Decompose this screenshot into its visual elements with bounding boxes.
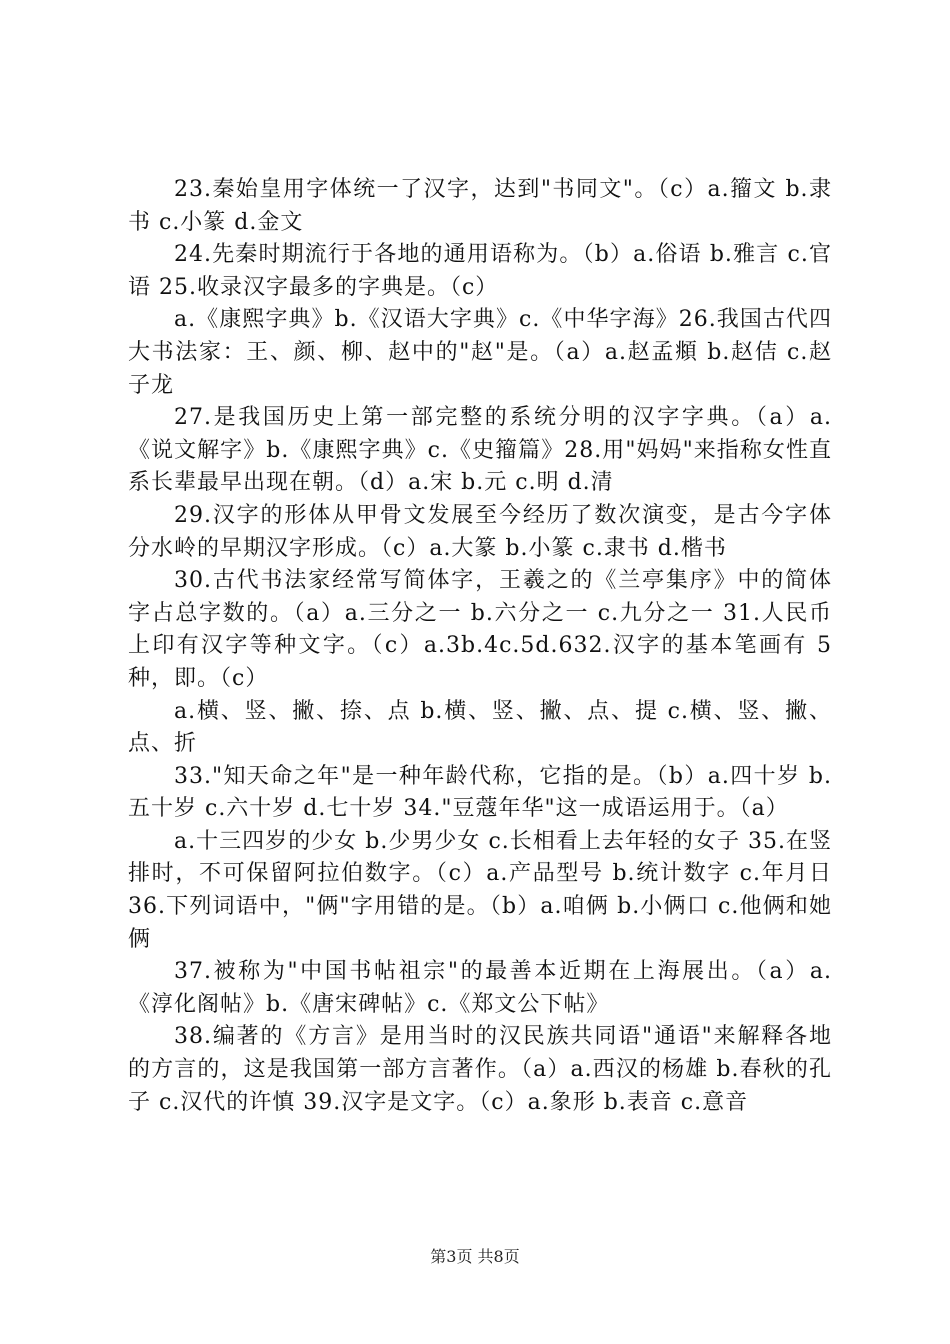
paragraph-q32-options: a.横、竖、撇、捺、点 b.横、竖、撇、点、提 c.横、竖、撇、点、折 (128, 698, 832, 757)
paragraph-q37: 37.被称为"中国书帖祖宗"的最善本近期在上海展出。（a）a.《淳化阁帖》b.《唐宋碑帖》c.《郑文公下帖》 (128, 959, 832, 1017)
paragraph-q29: 29.汉字的形体从甲骨文发展至今经历了数次演变，是古今字体分水岭的早期汉字形成。（c）a.大篆 b.小篆 c.隶书 d.楷书 (128, 502, 832, 561)
paragraph-q25-26: a.《康熙字典》b.《汉语大字典》c.《中华字海》26.我国古代四大书法家：王、颜、柳、赵中的"赵"是。（a）a.赵孟頫 b.赵佶 c.赵子龙 (128, 307, 832, 398)
paragraph-q30-32: 30.古代书法家经常写简体字，王羲之的《兰亭集序》中的简体字占总字数的。（a）a.三分之一 b.六分之一 c.九分之一 31.人民币上印有汉字等种文字。（c）a.3b.4c.5d.632.汉字的基本笔画有 5 种，即。（c） (128, 568, 832, 691)
paragraph-q23: 23.秦始皇用字体统一了汉字，达到"书同文"。（c）a.籀文 b.隶书 c.小篆 d.金文 (128, 177, 832, 235)
paragraph-q34-36: a.十三四岁的少女 b.少男少女 c.长相看上去年轻的女子 35.在竖排时，不可保留阿拉伯数字。（c）a.产品型号 b.统计数字 c.年月日 36.下列词语中，"俩"字用错的是。（b）a.咱俩 b.小俩口 c.他俩和她俩 (128, 828, 832, 952)
page-footer: 第3页 共8页 (430, 1247, 520, 1266)
paragraph-q33-34: 33."知天命之年"是一种年龄代称，它指的是。（b）a.四十岁 b.五十岁 c.六十岁 d.七十岁 34."豆蔻年华"这一成语运用于。（a） (128, 763, 832, 822)
paragraph-q38-39: 38.编著的《方言》是用当时的汉民族共同语"通语"来解释各地的方言的，这是我国第一部方言著作。（a）a.西汉的杨雄 b.春秋的孔子 c.汉代的许慎 39.汉字是文字。（c）a.象形 b.表音 c.意音 (128, 1024, 832, 1115)
document-body (128, 174, 832, 1119)
paragraph-q27-28: 27.是我国历史上第一部完整的系统分明的汉字字典。（a）a.《说文解字》b.《康熙字典》c.《史籀篇》28.用"妈妈"来指称女性直系长辈最早出现在朝。（d）a.宋 b.元 c.明 d.清 (128, 405, 832, 496)
paragraph-q24-25: 24.先秦时期流行于各地的通用语称为。（b）a.俗语 b.雅言 c.官语 25.收录汉字最多的字典是。（c） (128, 242, 832, 300)
